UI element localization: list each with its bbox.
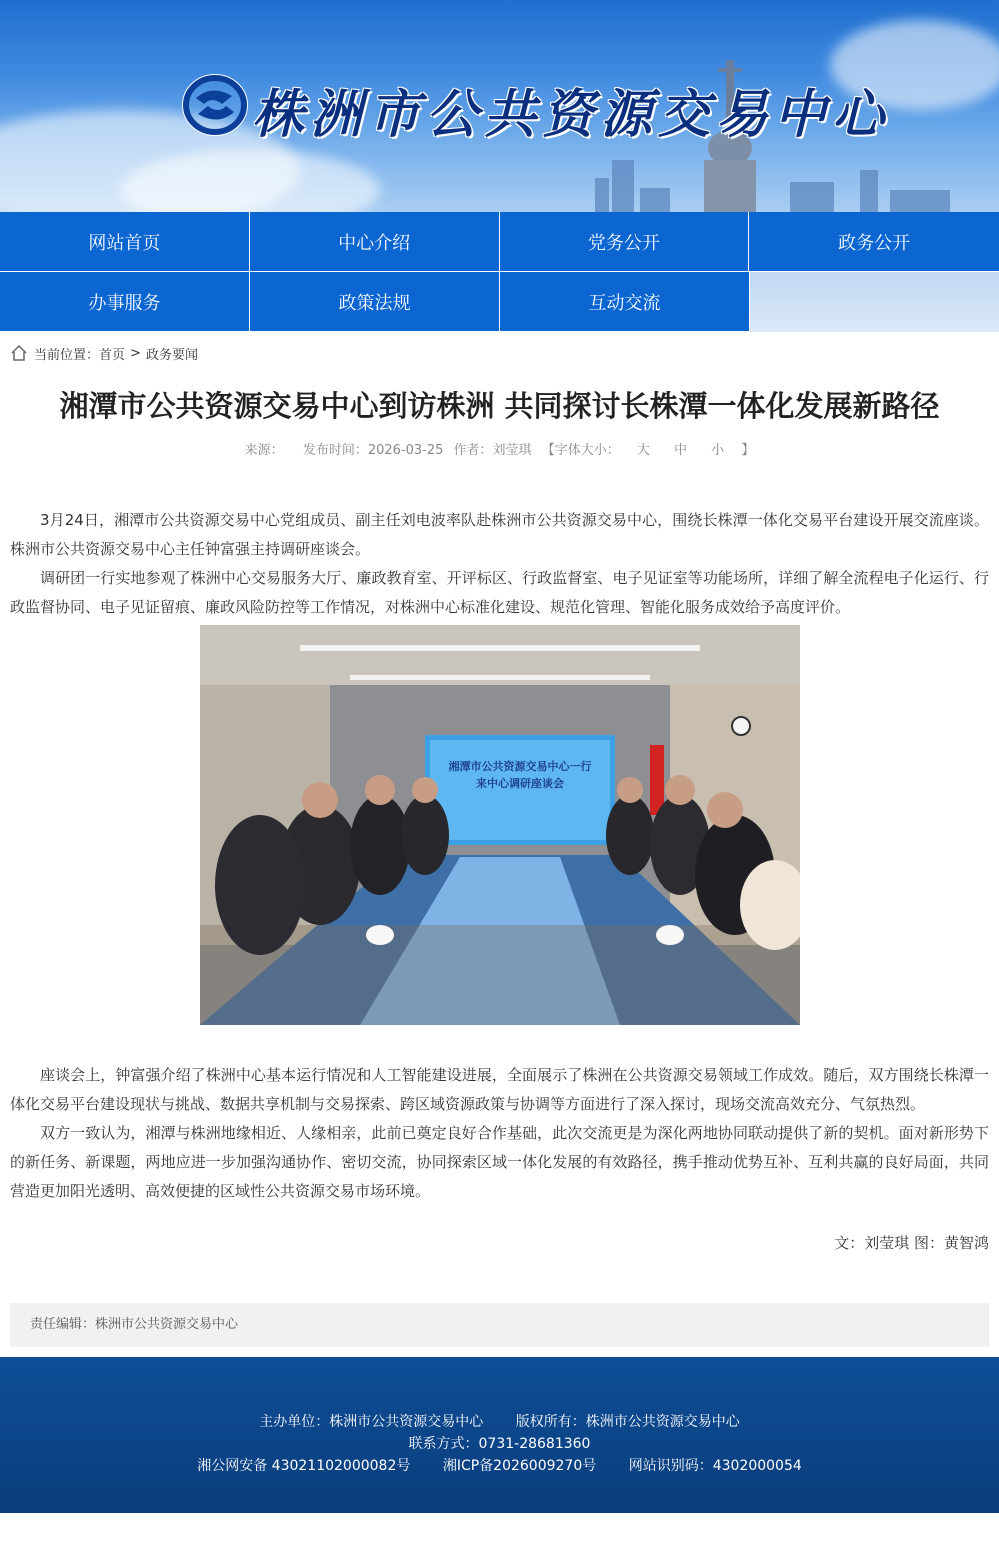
building-decoration — [640, 188, 670, 212]
footer-sponsor: 主办单位：株洲市公共资源交易中心 — [259, 1414, 484, 1430]
nav-item-policies[interactable]: 政策法规 — [250, 272, 500, 332]
editor-name: 株洲市公共资源交易中心 — [95, 1317, 239, 1332]
responsible-editor — [10, 1303, 989, 1347]
article-paragraph: 座谈会上，钟富强介绍了株洲中心基本运行情况和人工智能建设进展，全面展示了株洲在公共资源交易领域工作成效。随后，双方围绕长株潭一体化交易平台建设现状与挑战、数据共享机制与交易探索、跨区域资源政策与协调等方面进行了深入探讨，现场交流高效充分、气氛热烈。 — [10, 1066, 989, 1113]
article-body — [0, 506, 999, 1206]
home-icon — [10, 344, 28, 362]
building-decoration — [790, 182, 834, 212]
author-name: 刘莹琪 — [492, 443, 532, 458]
meeting-photo — [200, 625, 800, 1025]
article-title: 湘潭市公共资源交易中心到访株洲 共同探讨长株潭一体化发展新路径 — [59, 389, 940, 423]
breadcrumb-label: 当前位置： — [34, 347, 100, 363]
font-size-large-button[interactable]: 大 — [636, 443, 650, 458]
building-decoration — [595, 178, 609, 212]
font-size-small-button[interactable]: 小 — [711, 443, 725, 458]
breadcrumb — [0, 332, 999, 374]
footer-police-record-link[interactable]: 湘公网安备 43021102000082号 — [197, 1458, 411, 1474]
breadcrumb-separator: > — [130, 345, 141, 361]
footer-contact: 联系方式：0731-28681360 — [408, 1436, 591, 1452]
footer-line-2 — [0, 1433, 999, 1455]
article-photo-wrapper — [10, 625, 989, 1035]
article-paragraph: 调研团一行实地参观了株洲中心交易服务大厅、廉政教育室、开评标区、行政监督室、电子见证室等功能场所，详细了解全流程电子化运行、行政监督协同、电子见证留痕、廉政风险防控等工作情况，对株洲中心标准化建设、规范化管理、智能化服务成效给予高度评价。 — [10, 569, 989, 616]
date-label: 发布时间： — [302, 443, 368, 458]
font-size-label: 【字体大小： — [541, 443, 620, 458]
nav-item-party-affairs[interactable]: 党务公开 — [500, 212, 750, 272]
nav-item-government-affairs[interactable]: 政务公开 — [749, 212, 999, 272]
nav-item-home[interactable]: 网站首页 — [0, 212, 250, 272]
author-label: 作者： — [453, 443, 493, 458]
nav-item-about[interactable]: 中心介绍 — [250, 212, 500, 272]
footer-copyright: 版权所有：株洲市公共资源交易中心 — [515, 1414, 740, 1430]
article-paragraph: 双方一致认为，湘潭与株洲地缘相近、人缘相亲，此前已奠定良好合作基础，此次交流更是为深化两地协同联动提供了新的契机。面对新形势下的新任务、新课题，两地应进一步加强沟通协作、密切交流，协同探索区域一体化发展的有效路径，携手推动优势互补、互利共赢的良好局面，共同营造更加阳光透明、高效便捷的区域性公共资源交易市场环境。 — [10, 1124, 989, 1200]
nav-item-interaction[interactable]: 互动交流 — [500, 272, 750, 332]
article-paragraph: 3月24日，湘潭市公共资源交易中心党组成员、副主任刘电波率队赴株洲市公共资源交易中心，围绕长株潭一体化交易平台建设开展交流座谈。株洲市公共资源交易中心主任钟富强主持调研座谈会。 — [10, 511, 989, 558]
footer-icp-link[interactable]: 湘ICP备2026009270号 — [442, 1458, 597, 1474]
footer-line-1 — [0, 1411, 999, 1433]
site-banner — [0, 0, 999, 212]
building-decoration — [890, 190, 950, 212]
logo-icon — [182, 74, 248, 136]
article-meta — [0, 436, 999, 466]
footer-line-3 — [0, 1455, 999, 1477]
meeting-photo-illustration — [200, 625, 800, 1025]
nav-item-services[interactable]: 办事服务 — [0, 272, 250, 332]
footer-site-id: 网站识别码：4302000054 — [628, 1458, 802, 1474]
screen-text-line-2: 来中心调研座谈会 — [475, 777, 564, 790]
main-nav — [0, 212, 999, 332]
source-label: 来源： — [244, 443, 284, 458]
article-signature: 文：刘莹琪 图：黄智鸿 — [834, 1234, 989, 1252]
building-decoration — [860, 170, 878, 212]
building-decoration — [612, 160, 634, 212]
site-title: 株洲市公共资源交易中心 — [252, 84, 891, 145]
breadcrumb-current-link[interactable]: 政务要闻 — [145, 347, 198, 363]
breadcrumb-home-link[interactable]: 首页 — [99, 347, 126, 363]
editor-label: 责任编辑： — [30, 1317, 96, 1332]
screen-text-line-1: 湘潭市公共资源交易中心一行 — [448, 760, 591, 773]
font-size-medium-button[interactable]: 中 — [674, 443, 688, 458]
font-size-close: 】 — [741, 443, 755, 458]
publish-date: 2026-03-25 — [367, 443, 444, 458]
site-footer — [0, 1357, 999, 1513]
